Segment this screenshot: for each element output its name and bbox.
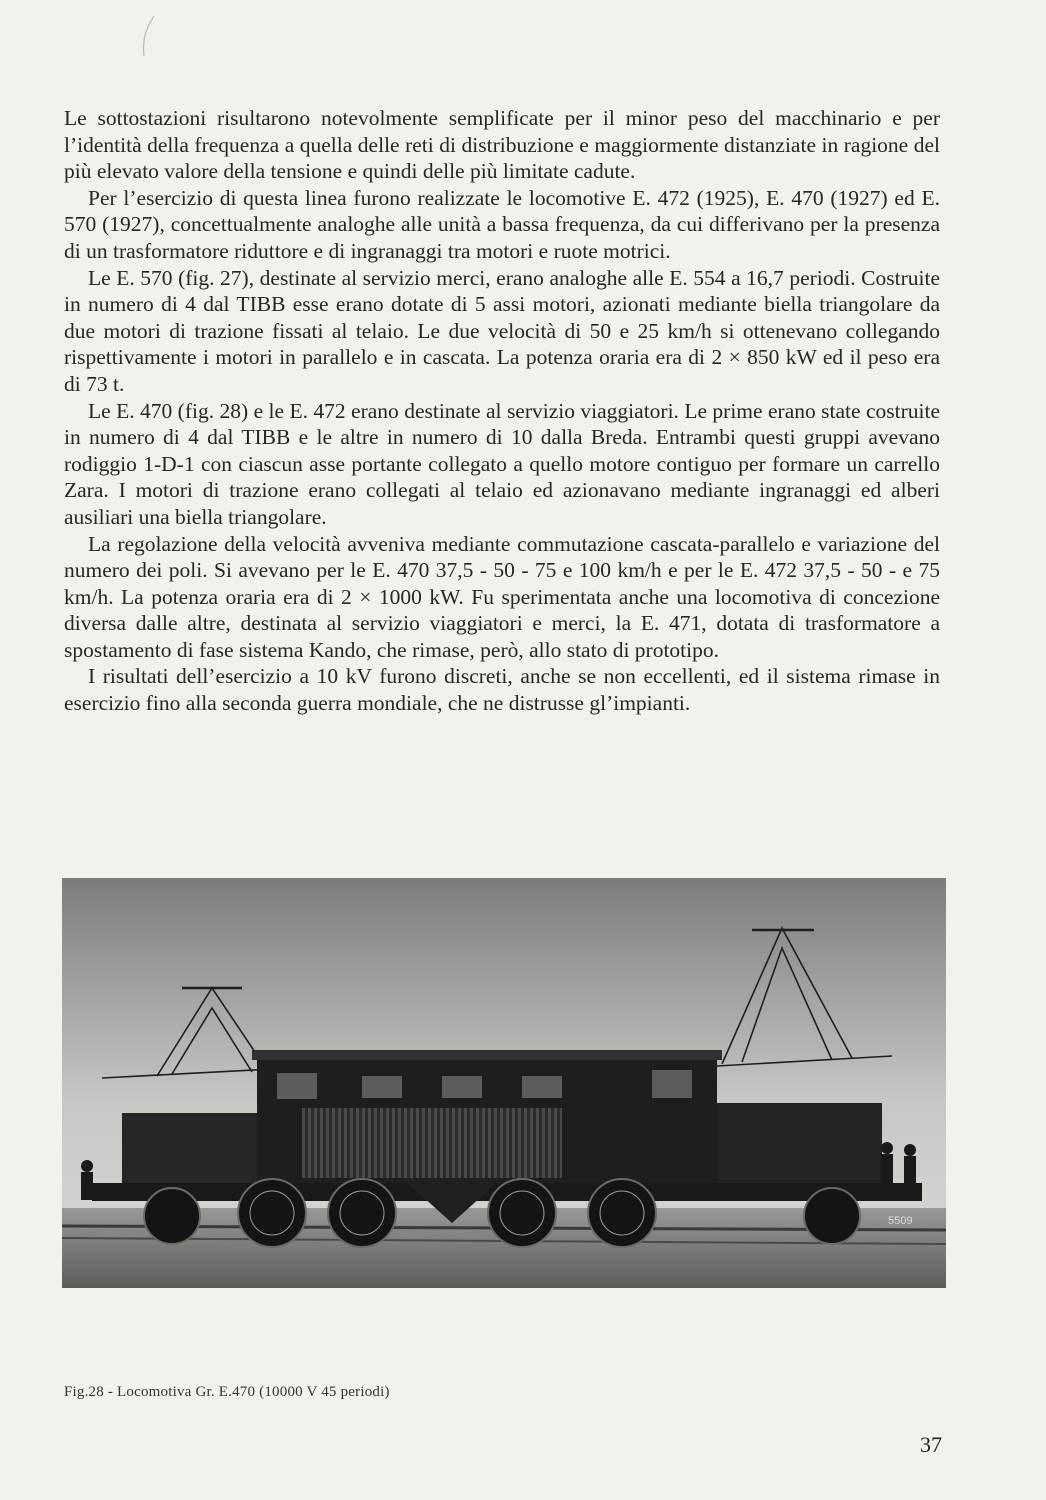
page-number: 37 bbox=[920, 1432, 942, 1457]
paragraph: Le E. 470 (fig. 28) e le E. 472 erano destinate al servizio viaggiatori. Le prime erano state costruite in numero di 4 dal TIBB e le altre in numero di 10 dalla Breda. Entrambi questi gruppi avevano rodiggio 1-D-1 con ciascun asse portante collegato a quello motore contiguo per formare un carrello Zara. I motori di trazione erano collegati al telaio ed azionavano mediante ingranaggi ed alberi ausiliari una biella triangolare. bbox=[64, 398, 940, 529]
locomotive-photo bbox=[62, 878, 946, 1288]
locomotive-illustration bbox=[62, 878, 946, 1288]
article-body bbox=[64, 105, 940, 717]
paragraph: La regolazione della velocità avveniva mediante commutazione cascata-parallelo e variazione del numero dei poli. Si avevano per le E. 470 37,5 - 50 - 75 e 100 km/h e per le E. 472 37,5 - 50 - e 75 km/h. La potenza oraria era di 2 × 1000 kW. Fu sperimentata anche una locomotiva di concezione diversa dalle altre, destinata al servizio viaggiatori e merci, la E. 471, dotata di trasformatore a spostamento di fase sistema Kando, che rimase, però, allo stato di prototipo. bbox=[64, 531, 940, 662]
rear-hood bbox=[702, 1103, 882, 1183]
figure-caption: Fig.28 - Locomotiva Gr. E.470 (10000 V 45 periodi) bbox=[64, 1384, 390, 1400]
ventilation-louvres bbox=[302, 1108, 562, 1178]
paragraph: Le sottostazioni risultarono notevolmente semplificate per il minor peso del macchinario e per l’identità della frequenza a quella delle reti di distribuzione e maggiormente distanziate in ragione del più elevato valore della tensione e quindi delle più limitate cadute. bbox=[64, 106, 940, 184]
number-plate: 5509 bbox=[888, 1215, 913, 1227]
paragraph: Per l’esercizio di questa linea furono realizzate le locomotive E. 472 (1925), E. 470 (1927) ed E. 570 (1927), concettualmente analoghe alle unità a bassa frequenza, da cui differivano per la presenza di un trasformatore riduttore e di ingranaggi tra motori e ruote motrici. bbox=[64, 185, 940, 263]
paragraph: I risultati dell’esercizio a 10 kV furono discreti, anche se non eccellenti, ed il sistema rimase in esercizio fino alla seconda guerra mondiale, che ne distrusse gl’impianti. bbox=[64, 664, 940, 716]
pencil-mark bbox=[138, 14, 158, 58]
paragraph: Le E. 570 (fig. 27), destinate al servizio merci, erano analoghe alle E. 554 a 16,7 periodi. Costruite in numero di 4 dal TIBB esse erano dotate di 5 assi motori, azionati mediante biella triangolare da due motori di trazione fissati al telaio. Le due velocità di 50 e 25 km/h si ottenevano collegando rispettivamente i motori in parallelo e in cascata. La potenza oraria era di 2 × 850 kW ed il peso era di 73 t. bbox=[64, 265, 940, 396]
